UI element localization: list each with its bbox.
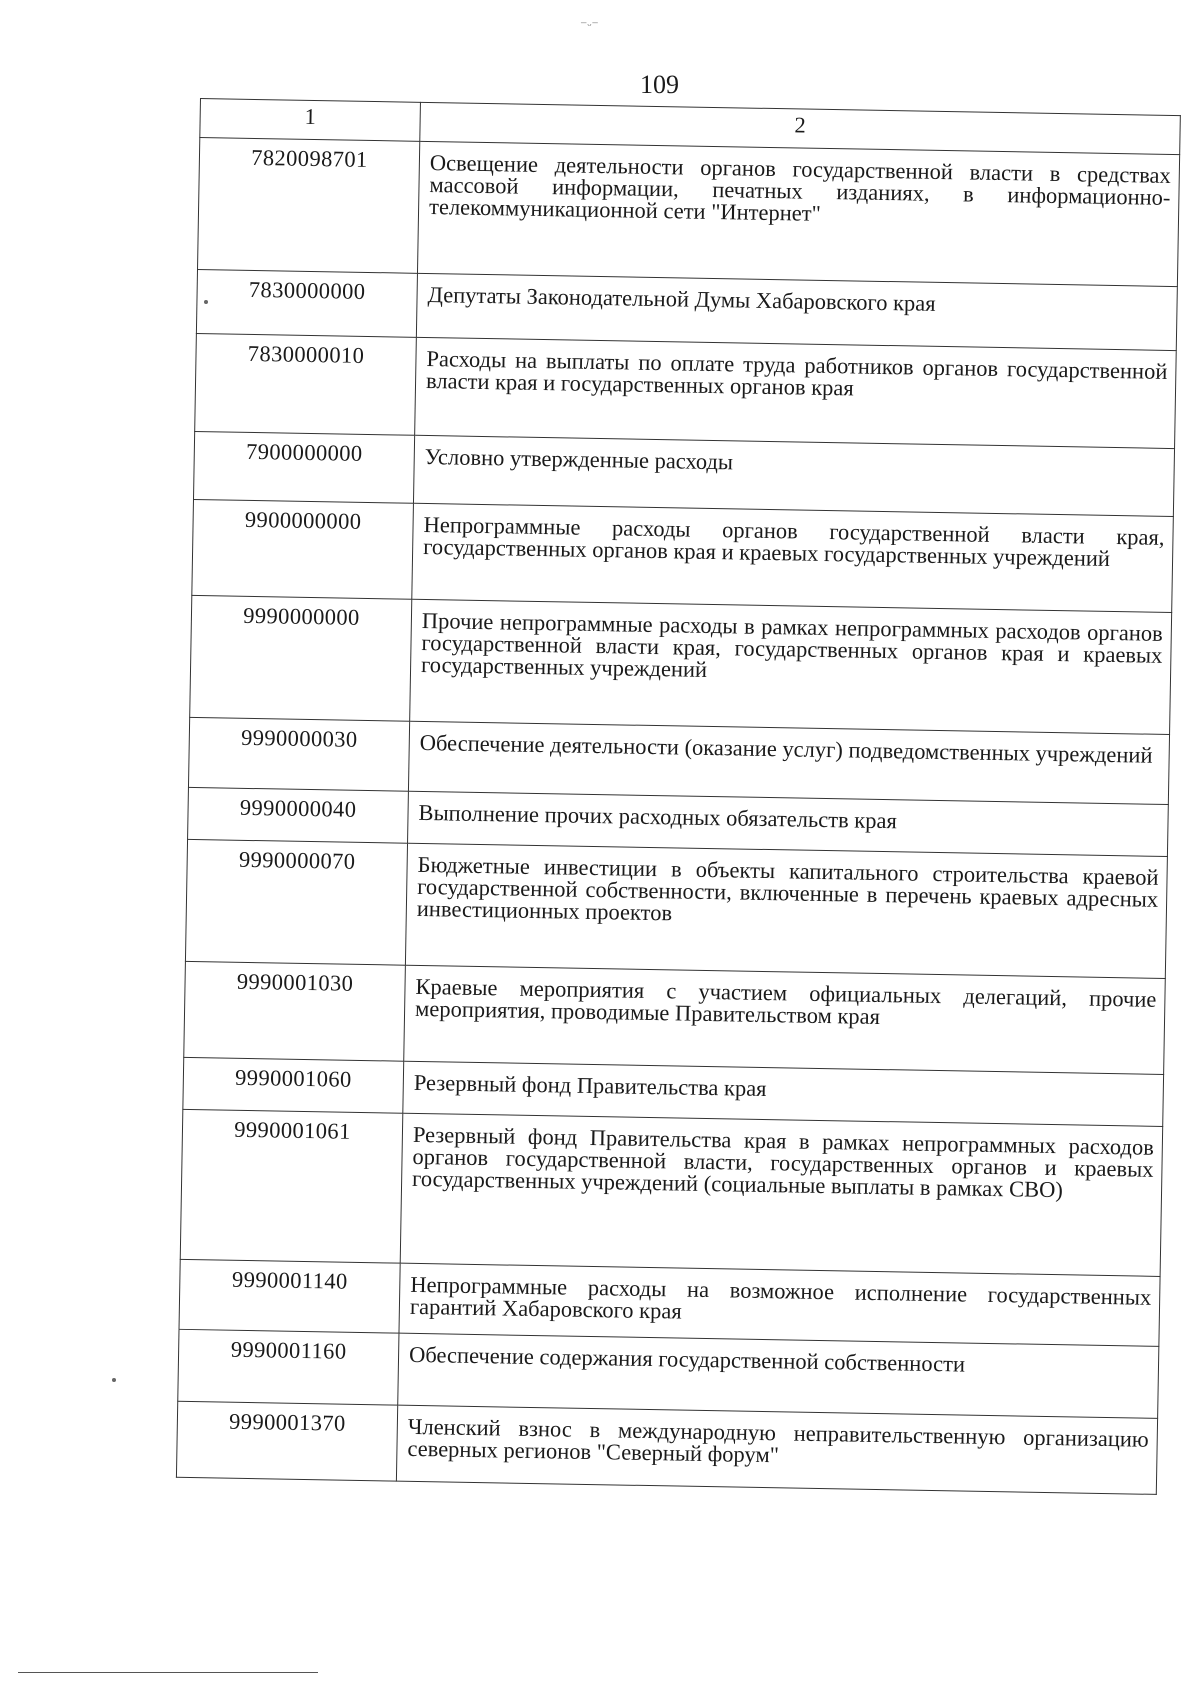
- row-name: Обеспечение деятельности (оказание услуг) подведомственных учреждений: [408, 721, 1169, 804]
- row-code: 9990001140: [179, 1259, 400, 1333]
- row-name: Расходы на выплаты по оплате труда работников органов государственной власти края и государственных органов края: [415, 337, 1177, 448]
- row-code: 9990001060: [183, 1057, 404, 1113]
- row-name: Обеспечение содержания государственной собственности: [398, 1333, 1159, 1418]
- row-code: 7900000000: [193, 431, 414, 503]
- row-name: Бюджетные инвестиции в объекты капитального строительства краевой государственной собственности, включенные в перечень краевых адресных инвестиционных проектов: [405, 843, 1167, 978]
- row-name: Освещение деятельности органов государственной власти в средствах массовой информации, печатных изданиях, в информационно-телекоммуникационной сети "Интернет": [417, 141, 1179, 286]
- row-name: Депутаты Законодательной Думы Хабаровского края: [416, 273, 1177, 350]
- row-code: 9900000000: [192, 499, 414, 599]
- table-row: [180, 1109, 1162, 1276]
- document-sheet: [176, 98, 1180, 1495]
- row-name: Прочие непрограммные расходы в рамках непрограммных расходов органов государственной власти края, государственных органов края и краевых государственных учреждений: [410, 599, 1172, 734]
- table-row: [190, 595, 1172, 734]
- row-name: Членский взнос в международную неправительственную организацию северных регионов "Северный форум": [396, 1405, 1157, 1494]
- row-name: Непрограммные расходы органов государственной власти края, государственных органов края и краевых государственных учреждений: [412, 503, 1174, 612]
- footnote-rule: [18, 1672, 318, 1673]
- row-name: Резервный фонд Правительства края в рамках непрограммных расходов органов государственной власти, государственных органов и краевых государственных учреждений (социальные выплаты в рамках СВО): [400, 1113, 1163, 1276]
- row-code: 9990000040: [188, 787, 409, 843]
- row-code: 9990000030: [188, 717, 409, 791]
- row-code: 7830000000: [196, 269, 417, 337]
- row-code: 9990000000: [190, 595, 412, 721]
- row-code: 9990001030: [184, 961, 406, 1061]
- row-code: 7820098701: [198, 138, 420, 274]
- row-code: 7830000010: [195, 333, 417, 435]
- row-name: Краевые мероприятия с участием официальных делегаций, прочие мероприятия, проводимые Правительством края: [404, 965, 1166, 1074]
- row-code: 9990001370: [176, 1401, 397, 1481]
- table-row: [176, 1401, 1157, 1494]
- table-row: [192, 499, 1174, 612]
- row-name: Резервный фонд Правительства края: [403, 1061, 1164, 1126]
- row-code: 9990001160: [178, 1329, 399, 1405]
- row-code: 9990001061: [180, 1109, 403, 1263]
- row-name: Непрограммные расходы на возможное исполнение государственных гарантий Хабаровского края: [399, 1263, 1160, 1346]
- table-row: [185, 839, 1167, 978]
- table-row: [198, 138, 1180, 287]
- table-row: [195, 333, 1177, 448]
- column-header-code: 1: [200, 99, 421, 142]
- table-row: [184, 961, 1166, 1074]
- column-header-name: 2: [420, 102, 1181, 154]
- row-name: Условно утвержденные расходы: [413, 435, 1174, 516]
- page-number: 109: [640, 70, 679, 99]
- codes-table: [176, 98, 1181, 1495]
- scan-dot: [112, 1378, 116, 1382]
- row-code: 9990000070: [185, 839, 407, 965]
- row-name: Выполнение прочих расходных обязательств края: [408, 791, 1169, 856]
- scan-speck: ⁻ᵕ⁻: [580, 19, 599, 34]
